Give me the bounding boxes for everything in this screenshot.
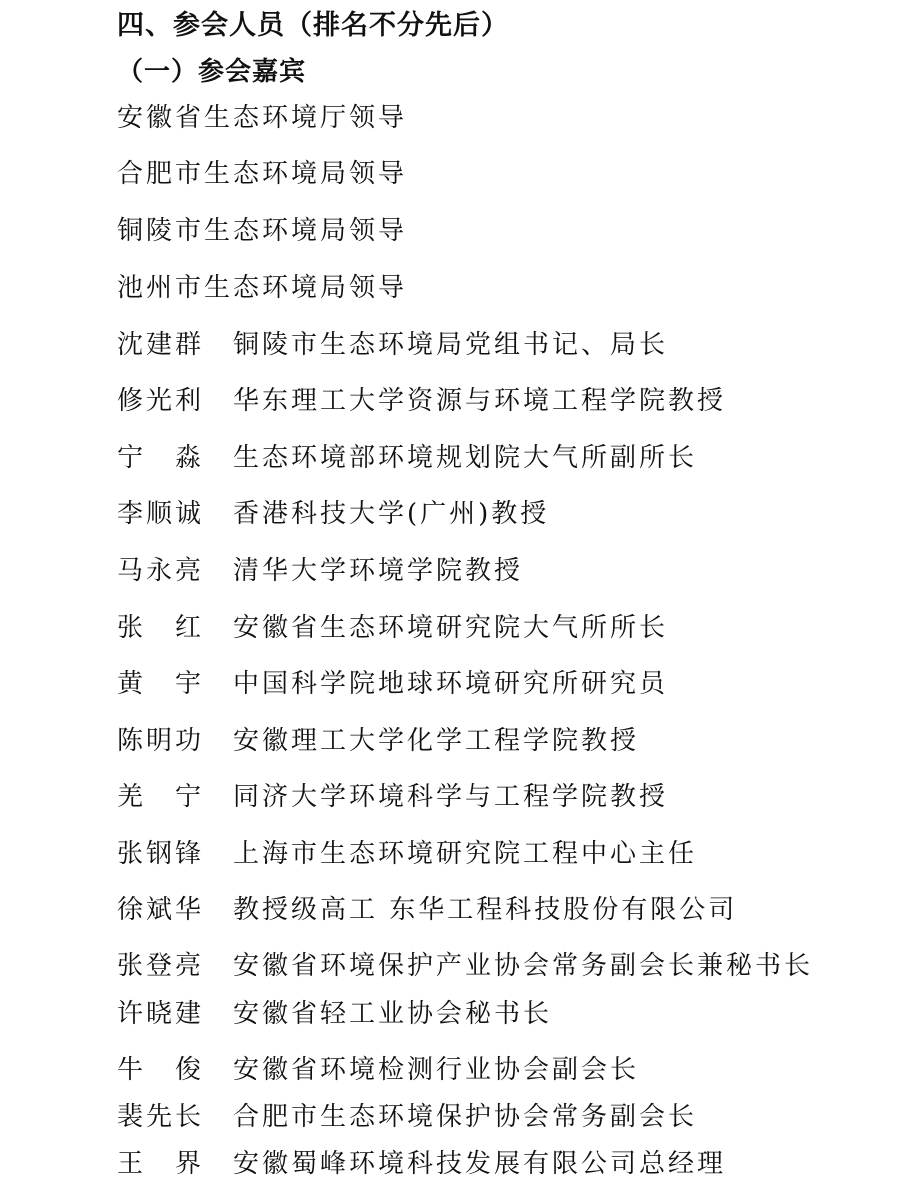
guest-role: 香港科技大学(广州)教授: [233, 499, 550, 529]
guest-name: 李顺诚: [117, 499, 205, 529]
guest-row: [117, 385, 726, 417]
guest-row: [117, 668, 668, 700]
guest-row: [117, 838, 697, 870]
org-line: 铜陵市生态环境局领导: [117, 216, 408, 246]
guest-row: [117, 781, 668, 813]
guest-row: [117, 1101, 697, 1133]
guest-name: 许晓建: [117, 999, 205, 1029]
guest-name: 沈建群: [117, 330, 205, 360]
guest-name: 张 红: [117, 613, 205, 643]
guest-role: 安徽省生态环境研究院大气所所长: [233, 613, 669, 643]
guest-role: 同济大学环境科学与工程学院教授: [233, 782, 669, 812]
guest-role: 安徽理工大学化学工程学院教授: [233, 726, 640, 756]
guest-row: [117, 442, 697, 474]
guest-name: 修光利: [117, 386, 205, 416]
guest-row: [117, 1054, 639, 1086]
guest-role: 生态环境部环境规划院大气所副所长: [233, 443, 698, 473]
guest-row: [117, 555, 523, 587]
guest-name: 张登亮: [117, 951, 205, 981]
guest-name: 徐斌华: [117, 895, 205, 925]
guest-role: 教授级高工 东华工程科技股份有限公司: [233, 895, 738, 925]
section-title: 四、参会人员（排名不分先后）: [117, 10, 509, 41]
guest-role: 安徽省环境保护产业协会常务副会长兼秘书长: [233, 951, 814, 981]
guest-row: [117, 1148, 726, 1180]
guest-row: [117, 498, 549, 530]
guest-row: [117, 329, 668, 361]
org-line: 合肥市生态环境局领导: [117, 159, 408, 189]
guest-name: 王 界: [117, 1149, 205, 1179]
guest-row: [117, 998, 552, 1030]
sub-title: （一）参会嘉宾: [117, 57, 307, 87]
guest-name: 牛 俊: [117, 1055, 205, 1085]
guest-role: 铜陵市生态环境局党组书记、局长: [233, 330, 669, 360]
guest-role: 合肥市生态环境保护协会常务副会长: [233, 1102, 698, 1132]
guest-row: [117, 725, 639, 757]
guest-row: [117, 612, 668, 644]
guest-name: 裴先长: [117, 1102, 205, 1132]
guest-role: 中国科学院地球环境研究所研究员: [233, 669, 669, 699]
guest-role: 华东理工大学资源与环境工程学院教授: [233, 386, 727, 416]
guest-name: 黄 宇: [117, 669, 205, 699]
guest-role: 清华大学环境学院教授: [233, 556, 524, 586]
org-line: 池州市生态环境局领导: [117, 273, 408, 303]
guest-name: 宁 淼: [117, 443, 205, 473]
guest-role: 安徽省轻工业协会秘书长: [233, 999, 553, 1029]
guest-name: 羌 宁: [117, 782, 205, 812]
guest-role: 安徽蜀峰环境科技发展有限公司总经理: [233, 1149, 727, 1179]
guest-role: 安徽省环境检测行业协会副会长: [233, 1055, 640, 1085]
guest-role: 上海市生态环境研究院工程中心主任: [233, 839, 698, 869]
guest-name: 陈明功: [117, 726, 205, 756]
guest-name: 马永亮: [117, 556, 205, 586]
org-line: 安徽省生态环境厅领导: [117, 103, 408, 133]
guest-row: [117, 950, 813, 982]
guest-row: [117, 894, 737, 926]
guest-name: 张钢锋: [117, 839, 205, 869]
